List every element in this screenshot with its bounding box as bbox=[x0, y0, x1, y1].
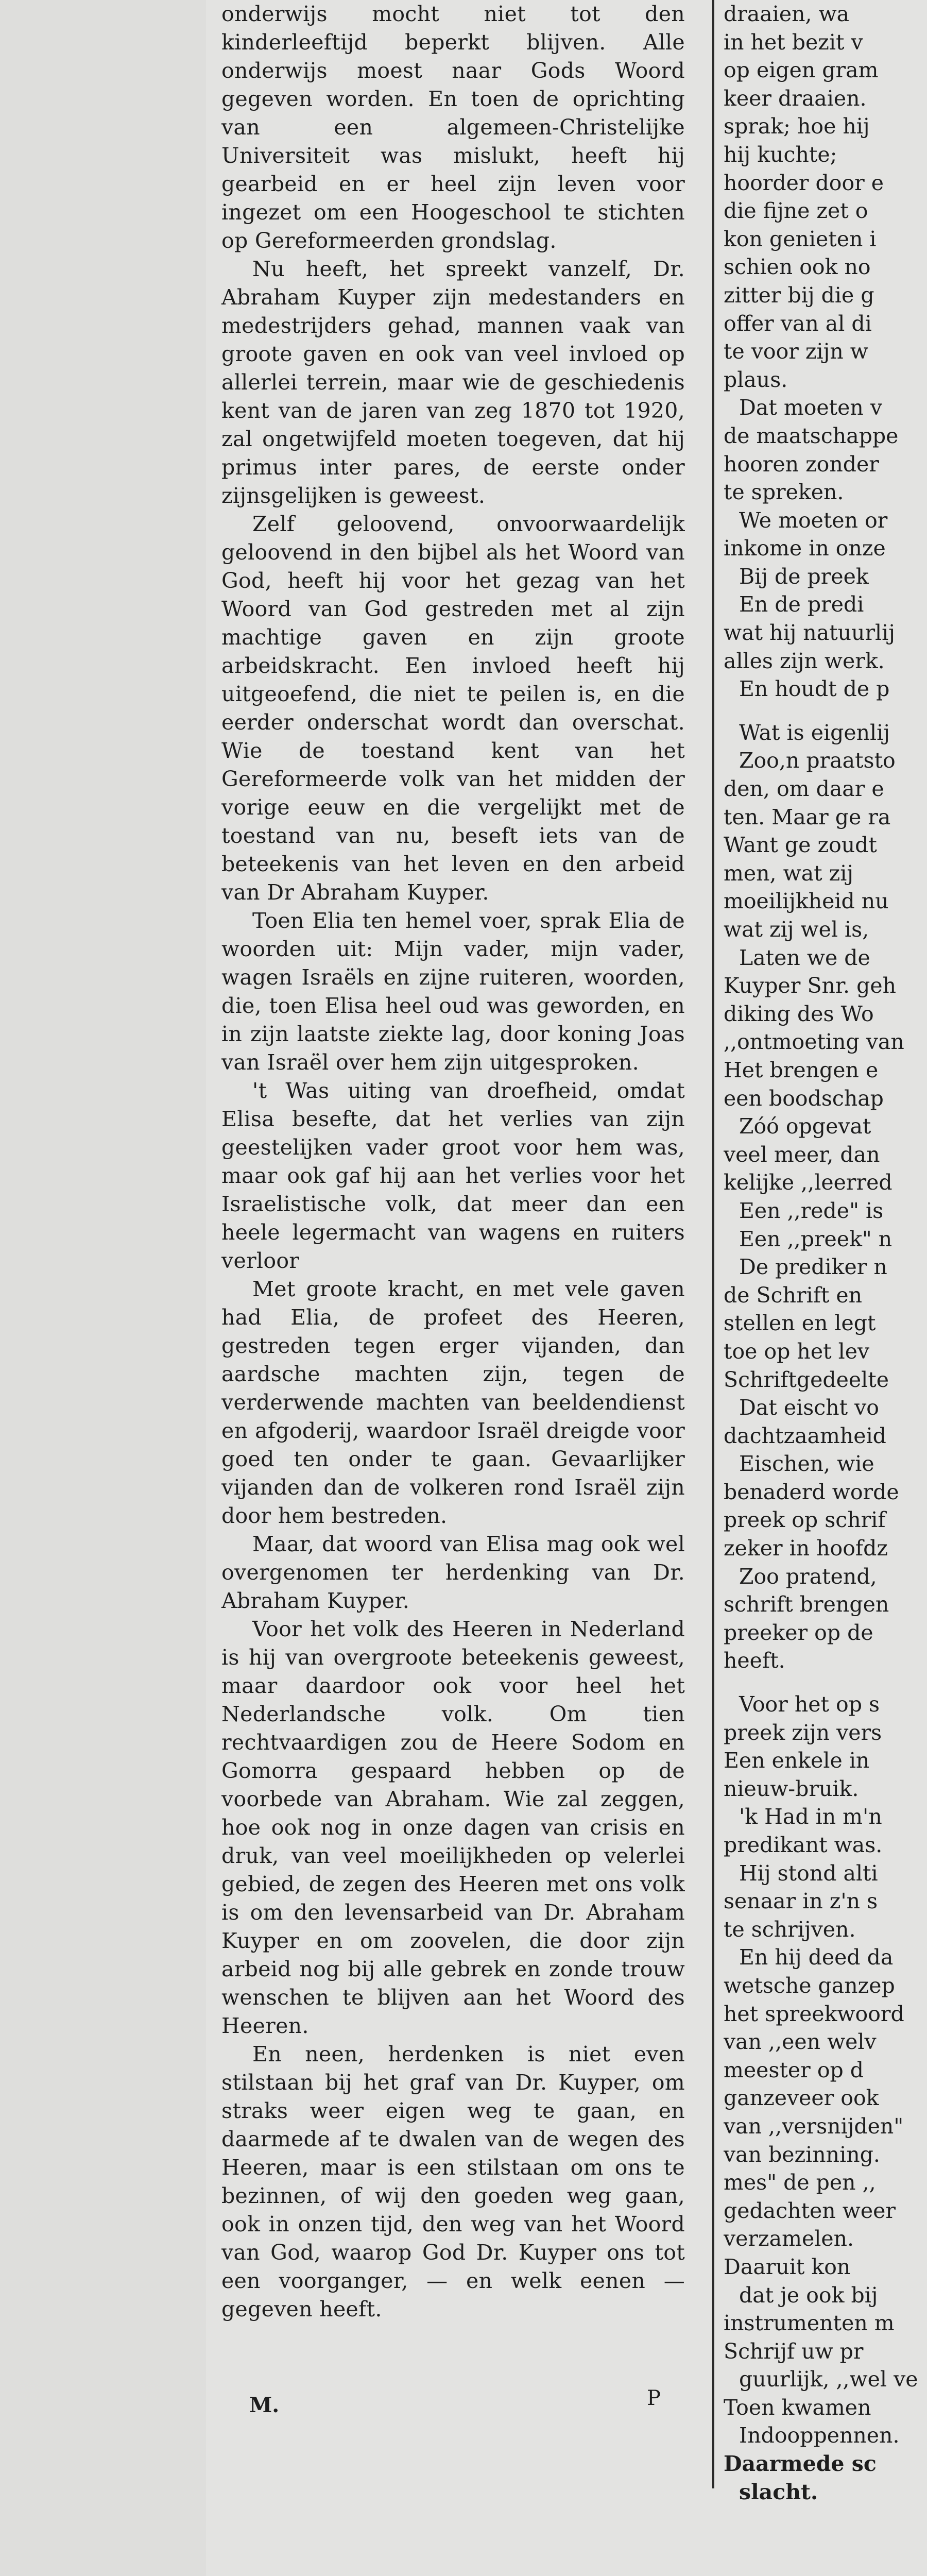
column-line: wat zij wel is, bbox=[724, 917, 869, 942]
article-paragraph: En neen, herdenken is niet even stilstaan bij het graf van Dr. Kuyper, om straks weer eigen weg te gaan, en daarmede af te dwalen van de wegen des Heeren, maar is een stilstaan om ons te bezinnen, of wij den goeden weg gaan, ook in onzen tijd, den weg van het Woord van God, waarop God Dr. Kuyper ons tot een voorganger, — en welk eenen — gegeven heeft. bbox=[221, 2042, 685, 2321]
column-line: preeker op de bbox=[724, 1620, 873, 1645]
column-line: dat je ook bij bbox=[739, 2282, 878, 2308]
column-line: alles zijn werk. bbox=[724, 648, 885, 673]
column-line: te spreken. bbox=[724, 480, 844, 505]
column-line: Een ,,rede" is bbox=[739, 1198, 884, 1223]
column-line: heeft. bbox=[724, 1648, 785, 1673]
column-line: Want ge zoudt bbox=[724, 833, 877, 858]
column-line: hooren zonder bbox=[724, 451, 879, 477]
article-paragraph: Voor het volk des Heeren in Nederland is hij van overgroote beteekenis geweest, maar daardoor ook voor heel het Nederlandsche volk. Om tien rechtvaardigen zou de Heere Sodom en Gomorra gespaard hebben op de voorbede van Abraham. Wie zal zeggen, hoe ook nog in onze dagen van crisis en druk, van veel moeilijkheden op velerlei gebied, de zegen des Heeren met ons volk is om den levensarbeid van Dr. Abraham Kuyper en om zoovelen, die door zijn arbeid nog bij alle gebrek en zonde trouw wenschen te blijven aan het Woord des Heeren. bbox=[221, 1617, 685, 2038]
column-line: Schriftgedeelte bbox=[724, 1367, 889, 1392]
column-line: gedachten weer bbox=[724, 2198, 896, 2223]
column-line: Zóó opgevat bbox=[739, 1114, 871, 1139]
column-line: offer van al di bbox=[724, 311, 872, 336]
column-line: Schrijf uw pr bbox=[724, 2338, 864, 2364]
column-line: slacht. bbox=[739, 2479, 818, 2504]
column-line: in het bezit v bbox=[724, 29, 863, 55]
column-line: van ,,een welv bbox=[724, 2029, 877, 2055]
column-line: keer draaien. bbox=[724, 86, 867, 111]
column-line: Indooppennen. bbox=[739, 2423, 900, 2448]
author-initial-right: P bbox=[647, 2386, 661, 2410]
column-line: de Schrift en bbox=[724, 1282, 863, 1308]
column-line: die fijne zet o bbox=[724, 198, 868, 224]
column-line: Daarmede sc bbox=[724, 2451, 877, 2477]
column-line: ,,ontmoeting van bbox=[724, 1029, 904, 1055]
article-paragraph: Met groote kracht, en met vele gaven had Elia, de profeet des Heeren, gestreden tegen erger vijanden, dan aardsche machten zijn, tegen de verderwende machten van beeldendienst en afgoderij, waardoor Israël dreigde voor goed ten onder te gaan. Gevaarlijker vijanden dan de volkeren rond Israël zijn door hem bestreden. bbox=[221, 1277, 685, 1528]
column-line: Voor het op s bbox=[739, 1692, 880, 1717]
article-column bbox=[221, 0, 685, 2324]
column-line: senaar in z'n s bbox=[724, 1889, 878, 1914]
column-line: Een enkele in bbox=[724, 1748, 870, 1773]
column-line: Toen kwamen bbox=[724, 2395, 871, 2420]
column-divider bbox=[712, 0, 714, 2488]
column-line: men, wat zij bbox=[724, 860, 854, 886]
column-line: Hij stond alti bbox=[739, 1860, 878, 1886]
article-paragraph: Zelf geloovend, onvoorwaardelijk geloovend in den bijbel als het Woord van God, heeft hij voor het gezag van het Woord van God gestreden met al zijn machtige gaven en zijn groote arbeidskracht. Een invloed heeft hij uitgeoefend, die niet te peilen is, en die eerder onderschat wordt dan overschat. Wie de toestand kent van het Gereformeerde volk van het midden der vorige eeuw en die vergelijkt met de toestand van nu, beseft iets van de beteekenis van het leven en den arbeid van Dr Abraham Kuyper. bbox=[221, 512, 685, 905]
column-line: hoorder door e bbox=[724, 170, 884, 195]
column-line: plaus. bbox=[724, 367, 788, 392]
article-paragraph: 't Was uiting van droefheid, omdat Elisa besefte, dat het verlies van zijn geestelijken vader groot voor hem was, maar ook gaf hij aan het verlies voor het Israelistische volk, dat meer dan een heele legermacht van wagens en ruiters verloor bbox=[221, 1078, 685, 1273]
column-line: En hij deed da bbox=[739, 1945, 894, 1970]
column-line: verzamelen. bbox=[724, 2226, 854, 2251]
column-line: Dat moeten v bbox=[739, 395, 882, 420]
column-line: schrift brengen bbox=[724, 1592, 889, 1617]
article-paragraph: onderwijs mocht niet tot den kinderleeftijd beperkt blijven. Alle onderwijs moest naar Gods Woord gegeven worden. En toen de oprichting van een algemeen-Christelijke Universiteit was mislukt, heeft hij gearbeid en er heel zijn leven voor ingezet om een Hoogeschool te stichten op Gereformeerden grondslag. bbox=[221, 2, 685, 253]
author-initial-left: M. bbox=[249, 2393, 280, 2417]
column-line: Laten we de bbox=[739, 945, 870, 970]
column-line: Zoo,n praatsto bbox=[739, 748, 896, 773]
column-line: Zoo pratend, bbox=[739, 1564, 877, 1589]
column-line: Daaruit kon bbox=[724, 2254, 851, 2279]
column-line: veel meer, dan bbox=[724, 1142, 880, 1167]
column-line: meester op d bbox=[724, 2057, 864, 2082]
column-line: We moeten or bbox=[739, 507, 888, 533]
column-line: van bezinning. bbox=[724, 2142, 880, 2167]
column-line: nieuw-bruik. bbox=[724, 1776, 859, 1801]
column-line bbox=[724, 1675, 927, 1690]
column-line: dachtzaamheid bbox=[724, 1423, 886, 1448]
column-line: ganzeveer ook bbox=[724, 2086, 879, 2111]
column-line: schien ook no bbox=[724, 255, 871, 280]
column-line: Bij de preek bbox=[739, 564, 869, 589]
column-line: benaderd worde bbox=[724, 1479, 899, 1504]
column-line: sprak; hoe hij bbox=[724, 114, 870, 139]
column-line: mes" de pen ,, bbox=[724, 2170, 876, 2195]
article-paragraph: Nu heeft, het spreekt vanzelf, Dr. Abraham Kuyper zijn medestanders en medestrijders gehad, mannen vaak van groote gaven en ook van veel invloed op allerlei terrein, maar wie de geschiedenis kent van de jaren van zeg 1870 tot 1920, zal ongetwijfeld moeten toegeven, dat hij primus inter pares, de eerste onder zijnsgelijken is geweest. bbox=[221, 257, 685, 508]
column-line: de maatschappe bbox=[724, 423, 899, 448]
column-line: Eischen, wie bbox=[739, 1451, 874, 1477]
column-line: kon genieten i bbox=[724, 226, 877, 251]
column-line: ten. Maar ge ra bbox=[724, 804, 891, 829]
column-line: guurlijk, ,,wel ve bbox=[739, 2367, 918, 2392]
column-line: Kuyper Snr. geh bbox=[724, 973, 897, 998]
column-line: Dat eischt vo bbox=[739, 1395, 879, 1420]
column-line: Wat is eigenlij bbox=[739, 720, 890, 745]
column-line: van ,,versnijden" bbox=[724, 2113, 904, 2139]
column-line: het spreekwoord bbox=[724, 2001, 904, 2026]
column-line: stellen en legt bbox=[724, 1311, 876, 1336]
column-line bbox=[724, 703, 927, 719]
column-line: een boodschap bbox=[724, 1086, 884, 1111]
column-line: Het brengen e bbox=[724, 1057, 879, 1082]
column-line: Een ,,preek" n bbox=[739, 1226, 892, 1251]
column-line: En houdt de p bbox=[739, 676, 890, 702]
column-line: diking des Wo bbox=[724, 1001, 874, 1026]
blank-margin bbox=[0, 0, 206, 2576]
column-line: 'k Had in m'n bbox=[739, 1804, 882, 1829]
column-line: kelijke ,,leerred bbox=[724, 1170, 892, 1195]
column-line: zeker in hoofdz bbox=[724, 1536, 888, 1561]
adjacent-column-fragment bbox=[724, 0, 927, 2506]
column-line: te voor zijn w bbox=[724, 339, 868, 364]
column-line: moeilijkheid nu bbox=[724, 889, 889, 914]
column-line: zitter bij die g bbox=[724, 282, 874, 308]
column-line: toe op het lev bbox=[724, 1338, 870, 1364]
article-paragraph: Maar, dat woord van Elisa mag ook wel overgenomen ter herdenking van Dr. Abraham Kuyper. bbox=[221, 1532, 685, 1613]
article-paragraph: Toen Elia ten hemel voer, sprak Elia de woorden uit: Mijn vader, mijn vader, wagen Israëls en zijne ruiteren, woorden, die, toen Elisa heel oud was geworden, en in zijn laatste ziekte lag, door koning Joas van Israël over hem zijn uitgesproken. bbox=[221, 908, 685, 1075]
column-line: En de predi bbox=[739, 592, 864, 617]
column-line: preek op schrif bbox=[724, 1507, 886, 1533]
column-line: preek zijn vers bbox=[724, 1720, 882, 1745]
column-line: op eigen gram bbox=[724, 58, 879, 83]
column-line: inkome in onze bbox=[724, 536, 886, 561]
column-line: hij kuchte; bbox=[724, 142, 837, 167]
column-line: wetsche ganzep bbox=[724, 1973, 895, 1998]
column-line: den, om daar e bbox=[724, 776, 884, 802]
column-line: draaien, wa bbox=[724, 2, 850, 26]
column-line: te schrijven. bbox=[724, 1917, 856, 1942]
column-line: wat hij natuurlij bbox=[724, 620, 895, 646]
column-line: De prediker n bbox=[739, 1255, 887, 1280]
column-line: instrumenten m bbox=[724, 2311, 895, 2336]
column-line: predikant was. bbox=[724, 1833, 883, 1857]
